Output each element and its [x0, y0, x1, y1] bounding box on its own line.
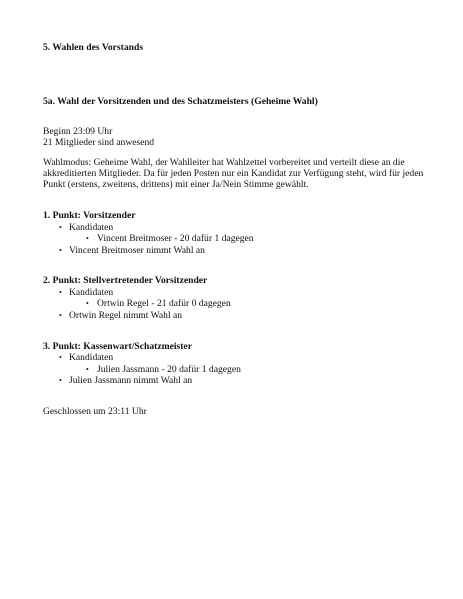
bullet-icon: • — [59, 246, 62, 255]
point-3-outcome: Julien Jassmann nimmt Wahl an — [69, 375, 193, 386]
point-2-outcome: Ortwin Regel nimmt Wahl an — [69, 310, 183, 321]
point-1-candidates-label: Kandidaten — [69, 222, 114, 233]
bullet-icon: • — [86, 234, 89, 243]
bullet-icon: • — [59, 376, 62, 385]
bullet-icon: • — [59, 223, 62, 232]
point-3-candidates-label: Kandidaten — [69, 352, 114, 363]
start-time-line: Beginn 23:09 Uhr — [43, 126, 113, 137]
closing-time-line: Geschlossen um 23:11 Uhr — [43, 406, 147, 417]
voting-mode-line-1: Wahlmodus: Geheime Wahl, der Wahlleiter hat Wahlzettel vorbereitet und verteilt diese an die — [43, 157, 405, 168]
members-present-line: 21 Mitglieder sind anwesend — [43, 137, 155, 148]
voting-mode-line-2: akkreditierten Mitglieder. Da für jeden Posten nur ein Kandidat zur Verfügung steht, wird für jeden — [43, 168, 424, 179]
bullet-icon: • — [86, 365, 89, 374]
point-3-title: 3. Punkt: Kassenwart/Schatzmeister — [43, 341, 192, 352]
bullet-icon: • — [86, 299, 89, 308]
section-title: 5. Wahlen des Vorstands — [43, 42, 144, 53]
point-1-title: 1. Punkt: Vorsitzender — [43, 210, 136, 221]
voting-mode-line-3: Punkt (erstens, zweitens, drittens) mit einer Ja/Nein Stimme gewählt. — [43, 179, 309, 190]
point-2-candidate-result: Ortwin Regel - 21 dafür 0 dagegen — [97, 298, 231, 309]
bullet-icon: • — [59, 353, 62, 362]
point-2-title: 2. Punkt: Stellvertretender Vorsitzender — [43, 275, 208, 286]
bullet-icon: • — [59, 288, 62, 297]
bullet-icon: • — [59, 311, 62, 320]
subsection-title: 5a. Wahl der Vorsitzenden und des Schatzmeisters (Geheime Wahl) — [43, 96, 318, 107]
point-3-candidate-result: Julien Jassmann - 20 dafür 1 dagegen — [97, 364, 241, 375]
point-1-candidate-result: Vincent Breitmoser - 20 dafür 1 dagegen — [97, 233, 254, 244]
point-1-outcome: Vincent Breitmoser nimmt Wahl an — [69, 245, 205, 256]
point-2-candidates-label: Kandidaten — [69, 287, 114, 298]
